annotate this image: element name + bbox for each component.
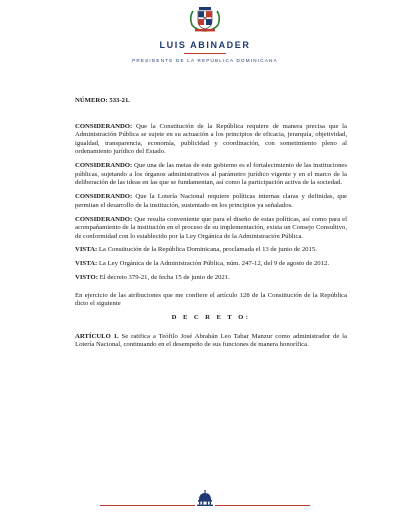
- palace-dome-icon: [196, 490, 214, 506]
- vista-text: La Constitución de la República Dominicana, proclamada el 13 de junio de 2015.: [98, 246, 317, 254]
- articulo-label: ARTÍCULO 1.: [75, 332, 119, 340]
- ejercicio-paragraph: En ejercicio de las atribuciones que me confiere el artículo 128 de la Constitución de la República dicto el siguiente: [75, 291, 347, 308]
- footer-divider-left: [100, 505, 195, 506]
- articulo-paragraph: [75, 333, 347, 350]
- decree-number: NÚMERO: 533-21.: [75, 97, 130, 104]
- considerando-text: Que la Lotería Nacional requiere políticas internas claras y definidas, que permitan el desarrollo de la institución, sustentado en los principios ya señalados.: [75, 193, 347, 209]
- coat-of-arms-icon: [188, 3, 222, 33]
- considerando-paragraph: [75, 162, 347, 188]
- considerando-label: CONSIDERANDO:: [75, 215, 133, 223]
- considerando-paragraph: [75, 123, 347, 157]
- articulo-text: Se ratifica a Teófilo José Abrahán Leo Tabar Manzur como administrador de la Lotería Nacional, continuando en el desempeño de sus funciones de manera honorífica.: [75, 332, 347, 349]
- vista-paragraph: [75, 260, 347, 269]
- vista-text: La Ley Orgánica de la Administración Pública, núm. 247-12, del 9 de agosto de 2012.: [98, 260, 330, 268]
- letterhead-divider: [184, 53, 226, 54]
- vista-label: VISTA:: [75, 260, 98, 268]
- considerando-label: CONSIDERANDO:: [75, 162, 133, 170]
- considerando-text: Que la Constitución de la República requiere de manera precisa que la Administración Pública se sujete en su actuación a los principios de eficacia, jerarquía, objetividad, igualdad, transparencia, economía, publicidad y coordinación, con sometimiento pleno al ordenamiento jurídico del Estado.: [75, 122, 348, 156]
- considerando-text: Que resulta conveniente que para el diseño de estas políticas, así como para el acompañamiento de la institución en el proceso de su implementación, exista un Consejo Consultivo, de conformidad con lo establecido por la Ley Orgánica de la Administración Pública.: [75, 215, 347, 240]
- visto-paragraph: [75, 274, 347, 283]
- visto-label: VISTO:: [75, 274, 98, 282]
- footer-divider-right: [215, 505, 310, 506]
- considerando-label: CONSIDERANDO:: [75, 193, 133, 201]
- decreto-heading: D E C R E T O:: [171, 314, 251, 321]
- considerando-paragraph: [75, 193, 347, 210]
- vista-label: VISTA:: [75, 246, 98, 254]
- president-title: PRESIDENTE DE LA REPÚBLICA DOMINICANA: [132, 58, 278, 63]
- vista-paragraph: [75, 246, 347, 255]
- considerando-paragraph: [75, 216, 347, 242]
- decree-body: [75, 97, 347, 355]
- visto-text: El decreto 379-21, de fecha 15 de junio de 2021.: [99, 274, 230, 282]
- considerando-text: Que una de las metas de este gobierno es el fortalecimiento de las instituciones públicas, sujetando a los órganos administrativos al parámetro jurídico vigente y en el marco de la deliberación de las ideas en las que se fundamentan, así como la participación activa de la sociedad.: [75, 162, 347, 187]
- president-name: LUIS ABINADER: [159, 40, 251, 50]
- considerando-label: CONSIDERANDO:: [75, 122, 133, 130]
